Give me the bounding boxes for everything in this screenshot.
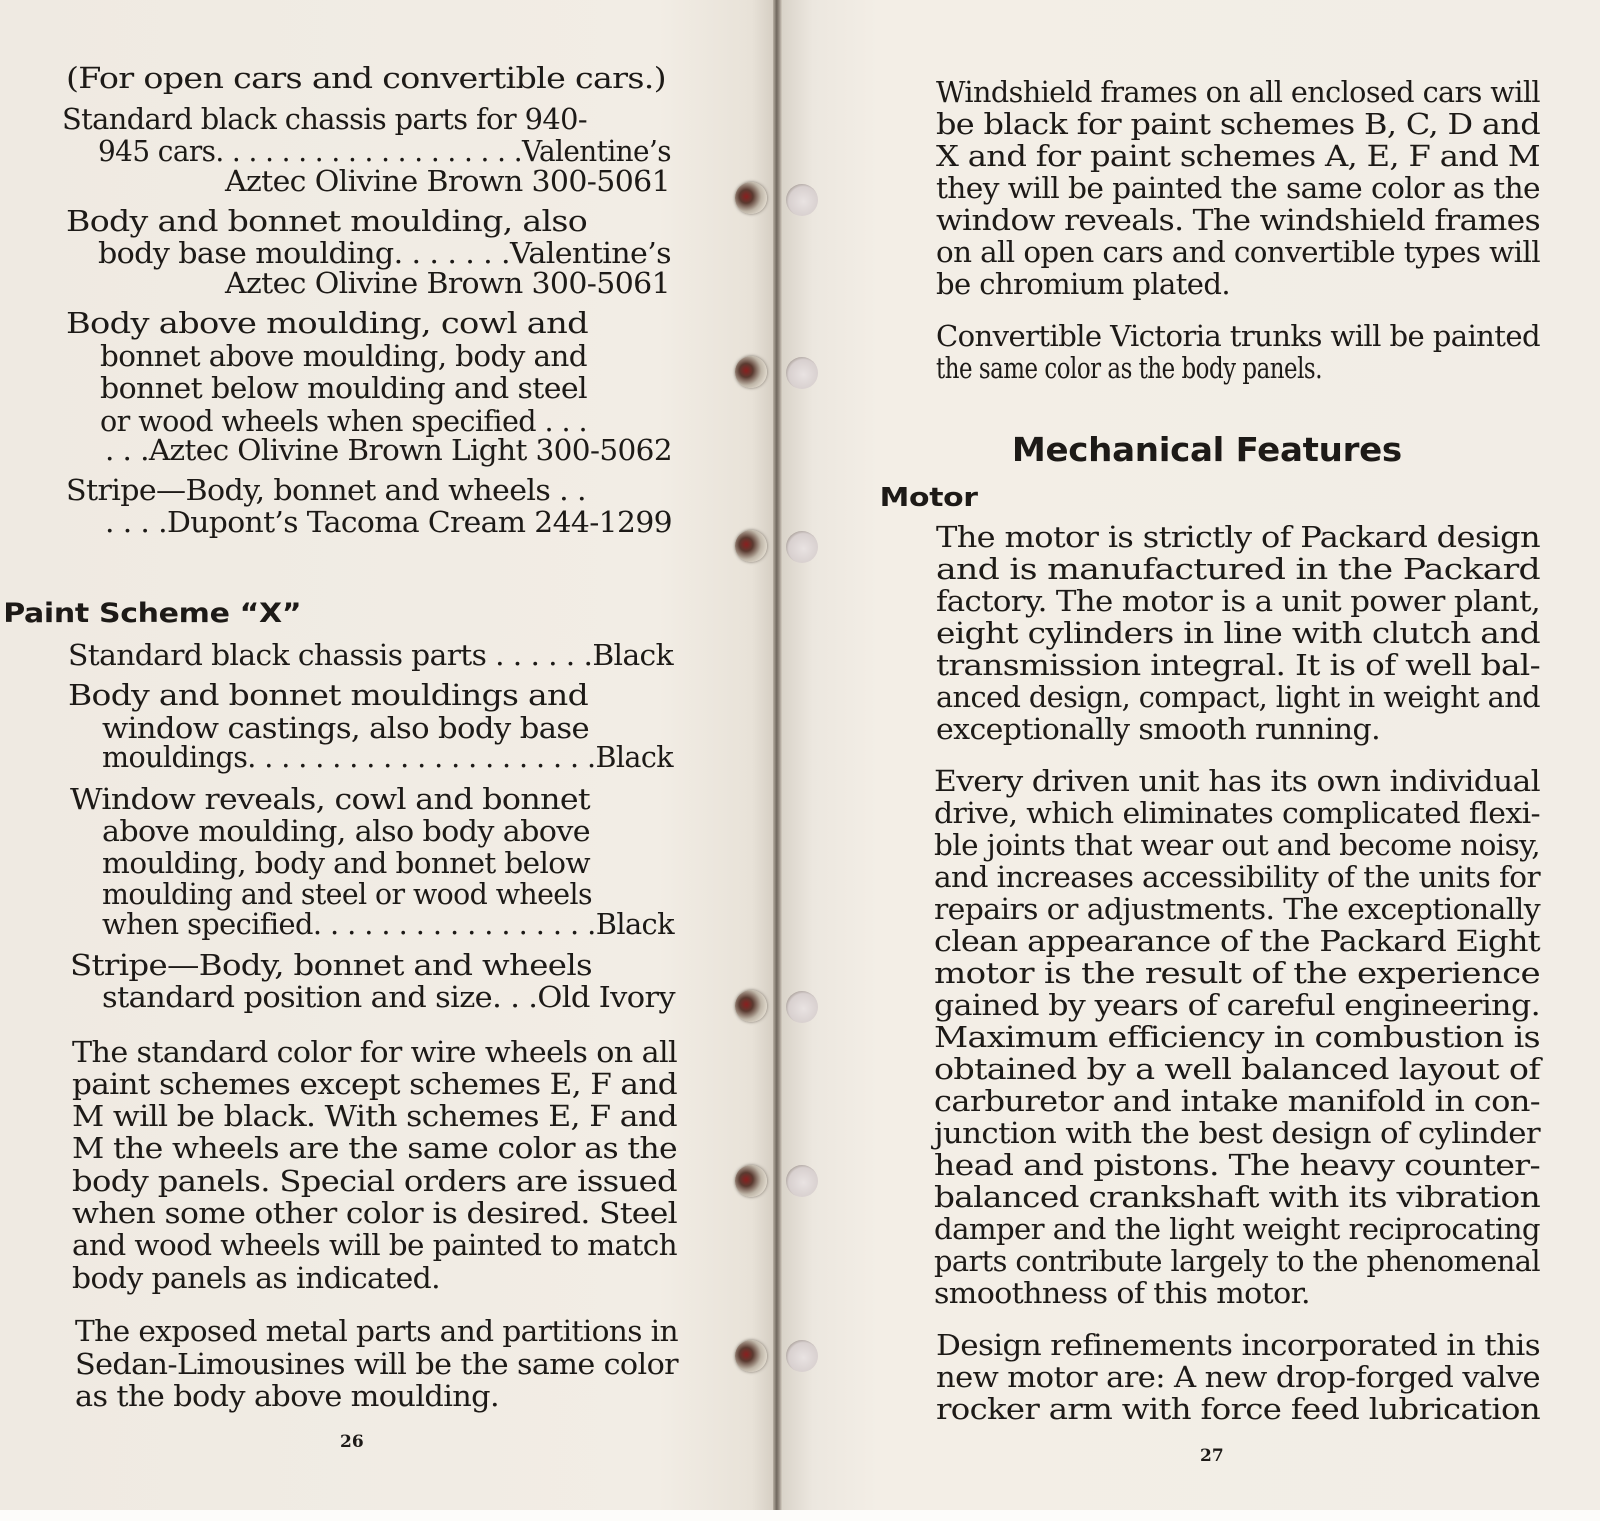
paragraph-line: carburetor and intake manifold in con- bbox=[934, 1084, 1540, 1118]
paragraph-line: repairs or adjustments. The exceptionally bbox=[934, 892, 1540, 926]
paragraph-line: junction with the best design of cylinder bbox=[934, 1116, 1540, 1150]
paragraph-line: The motor is strictly of Packard design bbox=[936, 520, 1540, 554]
paragraph-line: factory. The motor is a unit power plant, bbox=[936, 584, 1540, 618]
entry-line: above moulding, also body above bbox=[102, 814, 590, 848]
entry-line: Standard black chassis parts for 940- bbox=[62, 102, 587, 136]
section-title: Mechanical Features bbox=[1011, 430, 1402, 469]
paragraph-line: eight cylinders in line with clutch and bbox=[936, 616, 1540, 650]
scan-edge bbox=[0, 1510, 1600, 1521]
entry-line: Body above moulding, cowl and bbox=[66, 306, 588, 340]
entry-line: when specified. . . . . . . . . . . . . . . . .Black bbox=[102, 907, 674, 941]
page-number-right: 27 bbox=[1200, 1446, 1224, 1466]
entry-value: Aztec Olivine Brown 300-5061 bbox=[225, 266, 670, 300]
right-page bbox=[780, 0, 1600, 1510]
paragraph-line: head and pistons. The heavy counter- bbox=[934, 1148, 1540, 1182]
paragraph-line: new motor are: A new drop-forged valve bbox=[936, 1360, 1540, 1394]
page-number-left: 26 bbox=[340, 1432, 364, 1452]
paragraph-line: when some other color is desired. Steel bbox=[72, 1196, 677, 1230]
entry-value: . . .Aztec Olivine Brown Light 300-5062 bbox=[105, 433, 672, 467]
entry-line: moulding and steel or wood wheels bbox=[102, 877, 592, 911]
paragraph-line: the same color as the body panels. bbox=[936, 351, 1322, 385]
book-spine bbox=[773, 0, 782, 1510]
binding-hole-icon bbox=[786, 184, 818, 216]
paragraph-line: damper and the light weight reciprocating bbox=[934, 1212, 1540, 1246]
paragraph-line: parts contribute largely to the phenomenal bbox=[934, 1244, 1540, 1278]
entry-line: bonnet above moulding, body and bbox=[100, 339, 587, 373]
paragraph-line: rocker arm with force feed lubrication bbox=[936, 1392, 1540, 1426]
binding-hole-icon bbox=[735, 1340, 767, 1372]
entry-line: Body and bonnet mouldings and bbox=[68, 678, 588, 712]
binding-hole-icon bbox=[735, 990, 767, 1022]
binding-hole-icon bbox=[786, 1340, 818, 1372]
binding-hole-icon bbox=[786, 991, 818, 1023]
left-page bbox=[0, 0, 775, 1510]
paragraph-line: M will be black. With schemes E, F and bbox=[72, 1099, 677, 1133]
entry-line: body base moulding. . . . . . .Valentine’s bbox=[98, 236, 671, 270]
paragraph-line: X and for paint schemes A, E, F and M bbox=[936, 139, 1540, 173]
entry-line: Body and bonnet moulding, also bbox=[66, 204, 587, 238]
paragraph-line: on all open cars and convertible types will bbox=[936, 235, 1540, 269]
entry-line: Window reveals, cowl and bonnet bbox=[70, 782, 590, 816]
paragraph-line: and increases accessibility of the units for bbox=[934, 860, 1540, 894]
entry-line: 945 cars. . . . . . . . . . . . . . . . . . .Valentine’s bbox=[98, 134, 671, 168]
paragraph-line: Every driven unit has its own individual bbox=[934, 764, 1540, 798]
binding-hole-icon bbox=[735, 182, 767, 214]
entry-value: . . . .Dupont’s Tacoma Cream 244-1299 bbox=[105, 505, 672, 539]
binding-hole-icon bbox=[786, 1165, 818, 1197]
intro-note: (For open cars and convertible cars.) bbox=[66, 61, 666, 95]
paragraph-line: ble joints that wear out and become noisy, bbox=[934, 828, 1540, 862]
subsection-title: Motor bbox=[879, 483, 978, 513]
paragraph-line: clean appearance of the Packard Eight bbox=[934, 924, 1540, 958]
paragraph-line: they will be painted the same color as the bbox=[936, 171, 1540, 205]
paragraph-line: gained by years of careful engineering. bbox=[934, 988, 1540, 1022]
paragraph-line: M the wheels are the same color as the bbox=[72, 1131, 677, 1165]
entry-line: Stripe—Body, bonnet and wheels bbox=[70, 948, 592, 982]
paragraph-line: obtained by a well balanced layout of bbox=[934, 1052, 1540, 1086]
entry-value: Aztec Olivine Brown 300-5061 bbox=[225, 164, 670, 198]
entry-line: Standard black chassis parts . . . . . .Black bbox=[68, 638, 673, 672]
binding-hole-icon bbox=[786, 531, 818, 563]
paragraph-line: window reveals. The windshield frames bbox=[936, 203, 1540, 237]
paragraph-line: smoothness of this motor. bbox=[934, 1276, 1310, 1310]
paragraph-line: body panels as indicated. bbox=[72, 1261, 440, 1295]
entry-line: standard position and size. . .Old Ivory bbox=[102, 980, 675, 1014]
paragraph-line: Sedan-Limousines will be the same color bbox=[75, 1347, 678, 1381]
paragraph-line: transmission integral. It is of well bal- bbox=[936, 648, 1540, 682]
paragraph-line: anced design, compact, light in weight and bbox=[936, 680, 1540, 714]
paragraph-line: motor is the result of the experience bbox=[934, 956, 1540, 990]
entry-line: mouldings. . . . . . . . . . . . . . . . . . . . .Black bbox=[102, 740, 673, 774]
paragraph-line: Design refinements incorporated in this bbox=[936, 1328, 1540, 1362]
binding-hole-icon bbox=[735, 1165, 767, 1197]
binding-hole-icon bbox=[735, 356, 767, 388]
binding-hole-icon bbox=[786, 357, 818, 389]
section-heading: Paint Scheme “X” bbox=[3, 598, 302, 629]
paragraph-line: The exposed metal parts and partitions in bbox=[75, 1314, 678, 1348]
entry-line: bonnet below moulding and steel bbox=[100, 371, 587, 405]
paragraph-line: be black for paint schemes B, C, D and bbox=[936, 107, 1540, 141]
paragraph-line: balanced crankshaft with its vibration bbox=[934, 1180, 1540, 1214]
paragraph-line: Windshield frames on all enclosed cars will bbox=[936, 75, 1540, 109]
paragraph-line: exceptionally smooth running. bbox=[936, 712, 1380, 746]
paragraph-line: and wood wheels will be painted to match bbox=[72, 1228, 677, 1262]
binding-hole-icon bbox=[735, 530, 767, 562]
paragraph-line: The standard color for wire wheels on all bbox=[72, 1035, 677, 1069]
paragraph-line: Maximum efficiency in combustion is bbox=[934, 1020, 1540, 1054]
paragraph-line: be chromium plated. bbox=[936, 267, 1230, 301]
paragraph-line: Convertible Victoria trunks will be painted bbox=[936, 319, 1540, 353]
paragraph-line: body panels. Special orders are issued bbox=[72, 1164, 677, 1198]
paragraph-line: paint schemes except schemes E, F and bbox=[72, 1067, 677, 1101]
entry-line: window castings, also body base bbox=[102, 711, 589, 745]
paragraph-line: drive, which eliminates complicated flexi- bbox=[934, 796, 1540, 830]
entry-line: or wood wheels when specified . . . bbox=[100, 404, 587, 438]
entry-line: moulding, body and bonnet below bbox=[102, 846, 590, 880]
entry-line: Stripe—Body, bonnet and wheels . . bbox=[66, 473, 586, 507]
paragraph-line: as the body above moulding. bbox=[75, 1379, 499, 1413]
paragraph-line: and is manufactured in the Packard bbox=[936, 552, 1540, 586]
